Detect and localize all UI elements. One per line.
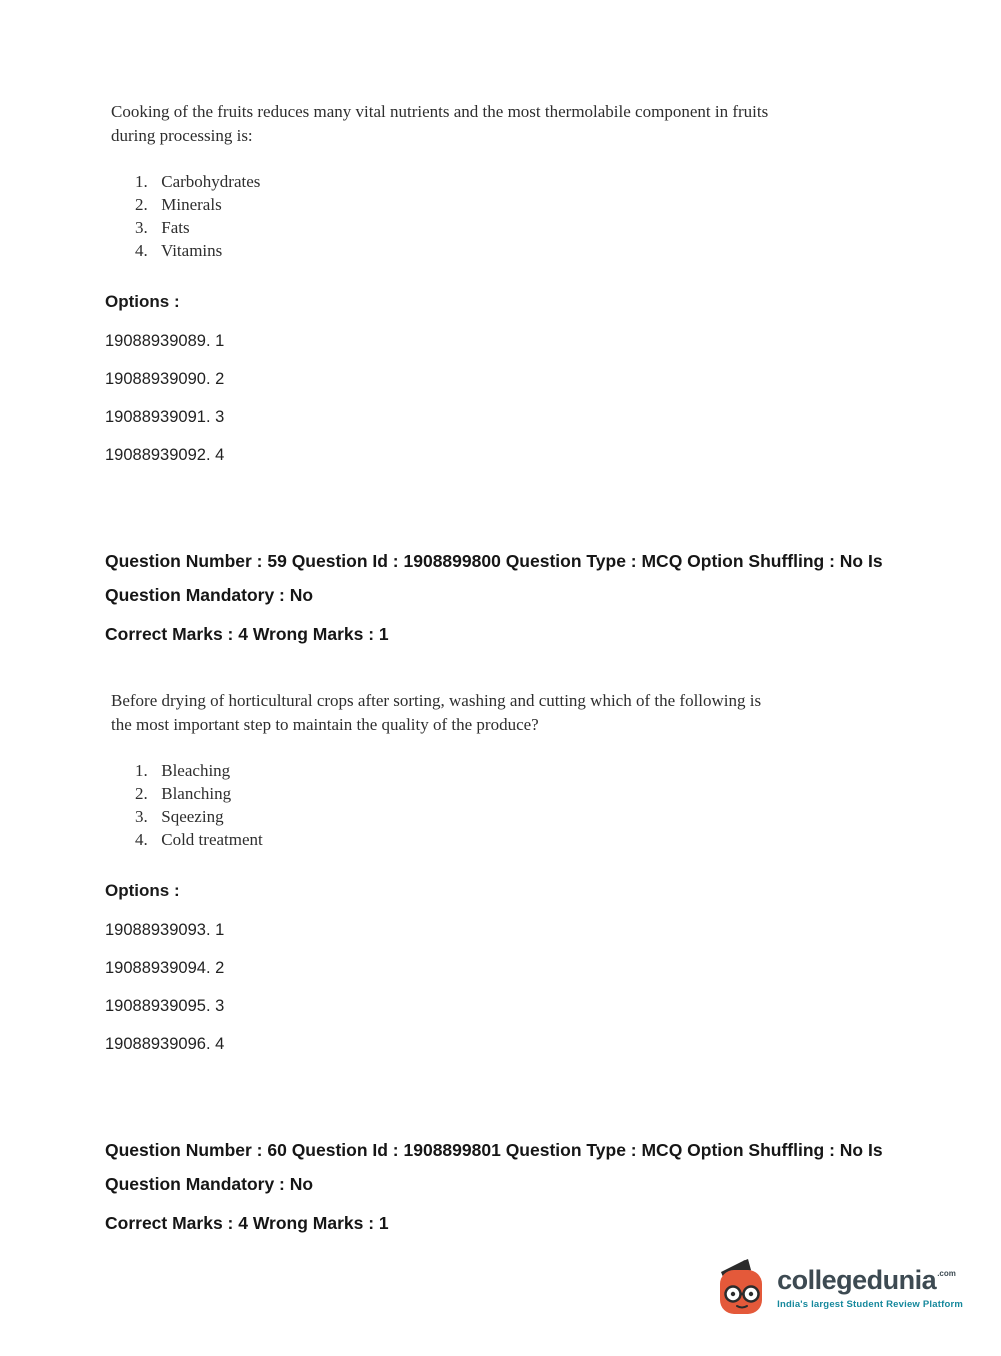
question-body bbox=[105, 689, 891, 737]
marks-line: Correct Marks : 4 Wrong Marks : 1 bbox=[105, 1213, 389, 1233]
option-id-line: 19088939089. 1 bbox=[105, 332, 225, 350]
option-id-line: 19088939093. 1 bbox=[105, 921, 225, 939]
choice-item bbox=[135, 170, 891, 193]
question-body-line: Before drying of horticultural crops after sorting, washing and cutting which of the following is bbox=[111, 691, 762, 710]
question-meta-line: Question Number : 59 Question Id : 1908899800 Question Type : MCQ Option Shuffling : No Is bbox=[105, 551, 883, 571]
question-body bbox=[105, 100, 891, 148]
choice-label: Minerals bbox=[161, 195, 222, 214]
choice-number: 4. bbox=[135, 241, 148, 260]
question-body-line: Cooking of the fruits reduces many vital nutrients and the most thermolabile component in fruits bbox=[111, 102, 769, 121]
options-label: Options : bbox=[105, 881, 180, 900]
choice-label: Fats bbox=[161, 218, 190, 237]
choice-label: Blanching bbox=[161, 784, 232, 803]
question-meta-line: Question Mandatory : No bbox=[105, 1174, 314, 1194]
option-id-line: 19088939090. 2 bbox=[105, 370, 225, 388]
choice-label: Bleaching bbox=[161, 761, 231, 780]
choice-label: Carbohydrates bbox=[161, 172, 261, 191]
option-id-line: 19088939092. 4 bbox=[105, 446, 225, 464]
question-60-header bbox=[105, 1133, 891, 1240]
brand-text-block bbox=[777, 1265, 963, 1310]
question-body-line: during processing is: bbox=[111, 126, 253, 145]
mascot-icon bbox=[715, 1258, 767, 1316]
marks-line: Correct Marks : 4 Wrong Marks : 1 bbox=[105, 624, 389, 644]
choice-number: 2. bbox=[135, 195, 148, 214]
choice-item bbox=[135, 216, 891, 239]
brand-name: collegedunia bbox=[777, 1264, 937, 1295]
brand-logo bbox=[715, 1258, 963, 1316]
choice-number: 2. bbox=[135, 784, 148, 803]
option-id-line: 19088939094. 2 bbox=[105, 959, 225, 977]
option-id-list bbox=[105, 922, 891, 1053]
choice-item bbox=[135, 193, 891, 216]
choice-label: Cold treatment bbox=[161, 830, 263, 849]
answer-choices bbox=[105, 170, 891, 262]
question-59-header bbox=[105, 544, 891, 651]
choice-item bbox=[135, 759, 891, 782]
question-meta-line: Question Number : 60 Question Id : 1908899801 Question Type : MCQ Option Shuffling : No Is bbox=[105, 1140, 883, 1160]
choice-number: 1. bbox=[135, 172, 148, 191]
choice-number: 3. bbox=[135, 807, 148, 826]
options-label: Options : bbox=[105, 292, 180, 311]
choice-label: Sqeezing bbox=[161, 807, 224, 826]
choice-item bbox=[135, 239, 891, 262]
question-meta-line: Question Mandatory : No bbox=[105, 585, 314, 605]
brand-suffix: .com bbox=[937, 1268, 956, 1278]
choice-item bbox=[135, 828, 891, 851]
choice-item bbox=[135, 805, 891, 828]
choice-number: 4. bbox=[135, 830, 148, 849]
answer-choices bbox=[105, 759, 891, 851]
brand-tagline: India's largest Student Review Platform bbox=[777, 1298, 963, 1310]
option-id-line: 19088939091. 3 bbox=[105, 408, 225, 426]
choice-number: 3. bbox=[135, 218, 148, 237]
option-id-list bbox=[105, 333, 891, 464]
choice-item bbox=[135, 782, 891, 805]
choice-label: Vitamins bbox=[160, 241, 223, 260]
option-id-line: 19088939095. 3 bbox=[105, 997, 225, 1015]
choice-number: 1. bbox=[135, 761, 148, 780]
question-body-line: the most important step to maintain the quality of the produce? bbox=[111, 715, 539, 734]
option-id-line: 19088939096. 4 bbox=[105, 1035, 225, 1053]
